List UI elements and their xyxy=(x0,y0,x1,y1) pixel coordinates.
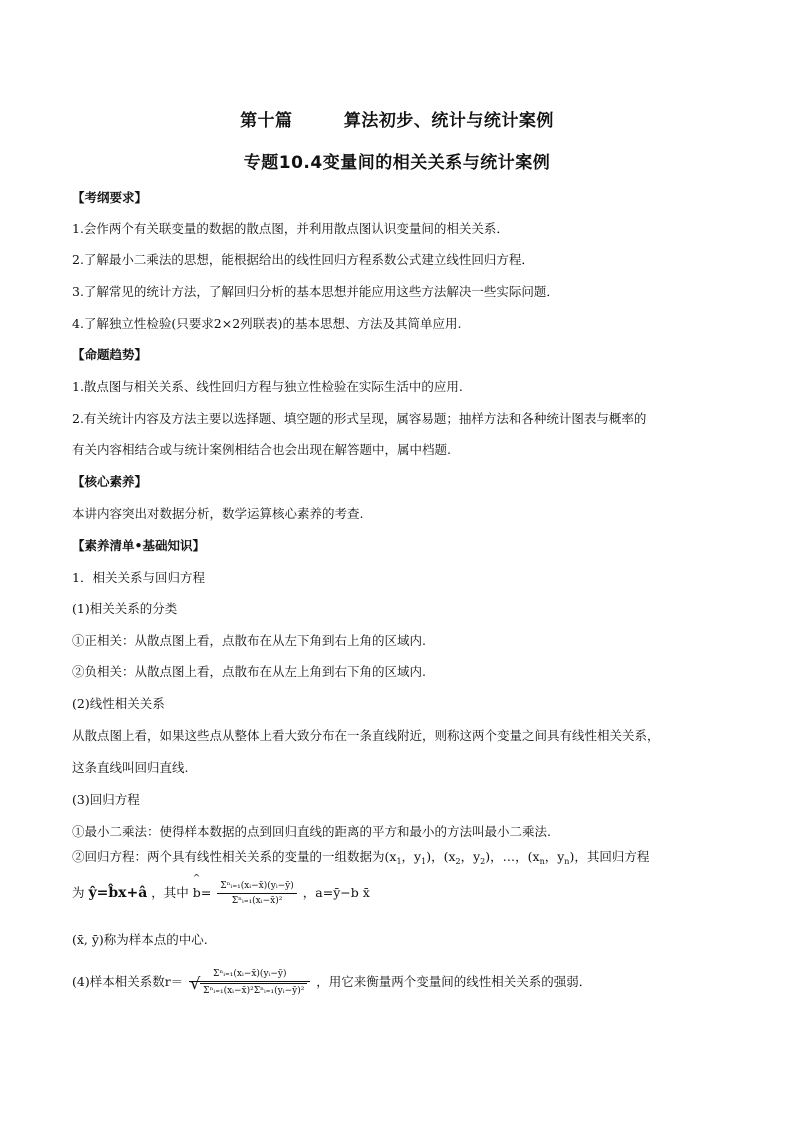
section-heading-kaogang: 【考纲要求】 xyxy=(72,190,148,205)
section-heading-suyang: 【素养清单•基础知识】 xyxy=(72,538,205,553)
r-fraction: Σⁿᵢ₌₁(xᵢ−x̄)(yᵢ−ȳ) √ Σⁿᵢ₌₁(xᵢ−x̄)²Σⁿᵢ₌₁(yᵢ−ȳ)² xyxy=(189,968,310,997)
linear-correlation-text-1: 从散点图上看，如果这些点从整体上看大致分布在一条直线附近，则称这两个变量之间具有线性相关关系， xyxy=(72,728,660,743)
topic-title: 专题10.4变量间的相关关系与统计案例 xyxy=(243,153,551,173)
mingti-item-2: 2.有关统计内容及方法主要以选择题、填空题的形式呈现，属容易题；抽样方法和各种统计图表与概率的 xyxy=(72,411,647,426)
body-subheading-3: (3)回归方程 xyxy=(72,792,140,807)
positive-correlation: ①正相关：从散点图上看，点散布在从左下角到右上角的区域内. xyxy=(72,633,426,648)
correlation-coefficient-line: (4)样本相关系数r＝ Σⁿᵢ₌₁(xᵢ−x̄)(yᵢ−ȳ) √ Σⁿᵢ₌₁(xᵢ−x̄)²Σⁿᵢ₌₁(yᵢ−ȳ)² ，用它来衡量两个变量间的线性相关关系的强弱． xyxy=(72,968,591,997)
regression-formula-line: 为 ŷ=b̂x+â ，其中 ^ b= $\frac{\text{Σⁿᵢ₌₁(xᵢ−x̄)(yᵢ−ȳ)}}{\text{Σⁿᵢ₌₁(xᵢ−x̄)²}}$ ，a=ȳ−b x̄ xyxy=(72,880,370,907)
mingti-item-1: 1.散点图与相关关系、线性回归方程与独立性检验在实际生活中的应用. xyxy=(72,379,463,394)
regression-equation-line: ②回归方程：两个具有线性相关关系的变量的一组数据为($x_1$，$y_1$)，($x_2$，$y_2$)，…，($x_n$，$y_n$)，其回归方程 xyxy=(72,849,650,866)
body-subheading-1: (1)相关关系的分类 xyxy=(72,601,178,616)
section-heading-hexin: 【核心素养】 xyxy=(72,474,148,489)
a-formula: ，a=ȳ−b x̄ xyxy=(302,885,370,900)
regression-equation-glyph: ŷ=b̂x+â xyxy=(88,885,148,901)
body-heading-1: 1．相关关系与回归方程 xyxy=(72,570,205,585)
body-subheading-2: (2)线性相关关系 xyxy=(72,696,165,711)
kaogang-item-2: 2.了解最小二乘法的思想，能根据给出的线性回归方程系数公式建立线性回归方程． xyxy=(72,252,534,267)
hexin-text: 本讲内容突出对数据分析，数学运算核心素养的考查. xyxy=(72,506,364,521)
section-heading-mingti: 【命题趋势】 xyxy=(72,347,148,362)
sample-center-text: (x̄, ȳ)称为样本点的中心. xyxy=(72,932,208,947)
chapter-title: 第十篇 算法初步、统计与统计案例 xyxy=(240,111,554,131)
kaogang-item-1: 1.会作两个有关联变量的数据的散点图，并利用散点图认识变量间的相关关系． xyxy=(72,221,509,236)
kaogang-item-3: 3.了解常见的统计方法，了解回归分析的基本思想并能应用这些方法解决一些实际问题． xyxy=(72,284,559,299)
least-squares-text: ①最小二乘法：使得样本数据的点到回归直线的距离的平方和最小的方法叫最小二乘法. xyxy=(72,824,551,839)
b-hat-symbol: ^ b xyxy=(193,882,201,904)
mingti-item-2-cont: 有关内容相结合或与统计案例相结合也会出现在解答题中，属中档题. xyxy=(72,442,451,457)
b-fraction: $\frac{\text{Σⁿᵢ₌₁(xᵢ−x̄)(yᵢ−ȳ)}}{\text{Σⁿᵢ₌₁(xᵢ−x̄)²}}$ xyxy=(217,880,297,907)
sqrt-symbol: √ Σⁿᵢ₌₁(xᵢ−x̄)²Σⁿᵢ₌₁(yᵢ−ȳ)² xyxy=(200,983,307,997)
negative-correlation: ②负相关：从散点图上看，点散布在从左上角到右下角的区域内. xyxy=(72,664,426,679)
kaogang-item-4: 4.了解独立性检验(只要求2×2列联表)的基本思想、方法及其简单应用. xyxy=(72,316,462,331)
linear-correlation-text-2: 这条直线叫回归直线. xyxy=(72,760,189,775)
